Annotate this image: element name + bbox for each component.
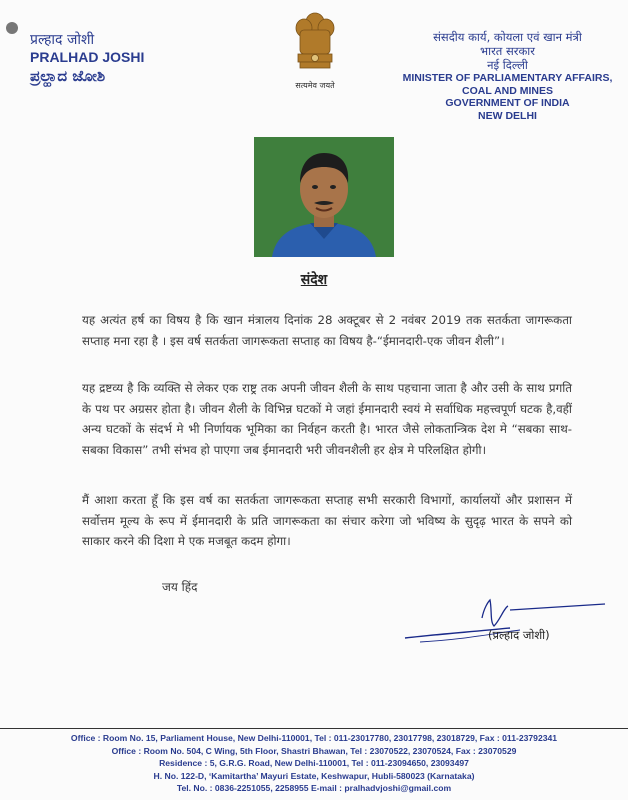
footer-residence-hubli: H. No. 122-D, ‘Kamitartha’ Mayuri Estate, Keshwapur, Hubli-580023 (Karnataka)	[153, 770, 475, 781]
emblem-motto: सत्यमेव जयते	[295, 81, 335, 90]
closing-salutation: जय हिंद	[162, 580, 198, 594]
minister-portrait	[254, 137, 394, 257]
name-kannada: ಪ್ರಲ್ಹಾದ ಜೋಶಿ	[30, 67, 106, 85]
ministry-block	[395, 30, 620, 122]
footer-office-parliament: Office : Room No. 15, Parliament House, New Delhi-110001, Tel : 011-23017780, 23017798, 23018729, Fax : 011-23792341	[70, 733, 558, 743]
message-paragraph-3: मैं आशा करता हूँ कि इस वर्ष का सतर्कता जागरूकता सप्ताह सभी सरकारी विभागों, कार्यालयों और प्रशासन में सर्वोत्तम मूल्य के रूप में ईमानदारी के प्रति जागरूकता का संचार करेगा जो भविष्य के सुदृढ़ भारत के सपने को साकार करने की दिशा मे एक मजबूत कदम होगा।	[82, 493, 572, 548]
footer-office-shastri-bhawan: Office : Room No. 504, C Wing, 5th Floor, Shastri Bhawan, Tel : 23070522, 23070524, Fax : 23070529	[111, 745, 517, 756]
ministry-english-line4: NEW DELHI	[478, 109, 537, 122]
message-paragraph-2: यह द्रष्टव्य है कि व्यक्ति से लेकर एक राष्ट्र तक अपनी जीवन शैली के साथ पहचाना जाता है और उसी के साथ प्रगति के पथ पर अग्रसर होता है। जीवन शैली के विभिन्न घटकों मे जहां ईमानदारी स्वयं मे सर्वाधिक महत्त्वपूर्ण घटक है,वहीं अन्य घटकों के संदर्भ मे भी निर्णायक भूमिका का निर्वहन करती है। भारत जैसे लोकतान्त्रिक देश मे “सबका साथ-सबका विकास” तभी संभव हो पाएगा जब ईमानदारी भरी जीवनशैली हर क्षेत्र मे परिलक्षित होगी।	[82, 381, 572, 457]
name-english: PRALHAD JOSHI	[30, 49, 145, 65]
ministry-hindi-line2: भारत सरकार	[480, 44, 535, 58]
letterhead-footer	[0, 728, 628, 795]
ministry-english-line3: GOVERNMENT OF INDIA	[445, 97, 570, 109]
footer-residence-delhi: Residence : 5, G.R.G. Road, New Delhi-110001, Tel : 011-23094650, 23093497	[159, 758, 469, 769]
ministry-hindi-line1: संसदीय कार्य, कोयला एवं खान मंत्री	[433, 30, 582, 44]
punch-hole	[6, 22, 18, 34]
footer-contact: Tel. No. : 0836-2251055, 2258955 E-mail : pralhadvjoshi@gmail.com	[176, 783, 452, 794]
name-hindi: प्रल्हाद जोशी	[30, 32, 95, 48]
ministry-hindi-line3: नई दिल्ली	[487, 58, 528, 72]
ministry-english-line2: COAL AND MINES	[461, 84, 553, 97]
signatory-name: (प्रल्हाद जोशी)	[488, 628, 550, 642]
ministry-english-line1: MINISTER OF PARLIAMENTARY AFFAIRS,	[402, 72, 613, 84]
message-paragraph-1: यह अत्यंत हर्ष का विषय है कि खान मंत्रालय दिनांक 28 अक्टूबर से 2 नवंबर 2019 तक सतर्कता जागरूकता सप्ताह मना रहा है । इस वर्ष सतर्कता जागरूकता सप्ताह का विषय है-“ईमानदारी-एक जीवन शैली”।	[82, 313, 572, 348]
minister-name-block	[30, 32, 144, 86]
message-heading: संदेश	[300, 272, 328, 288]
